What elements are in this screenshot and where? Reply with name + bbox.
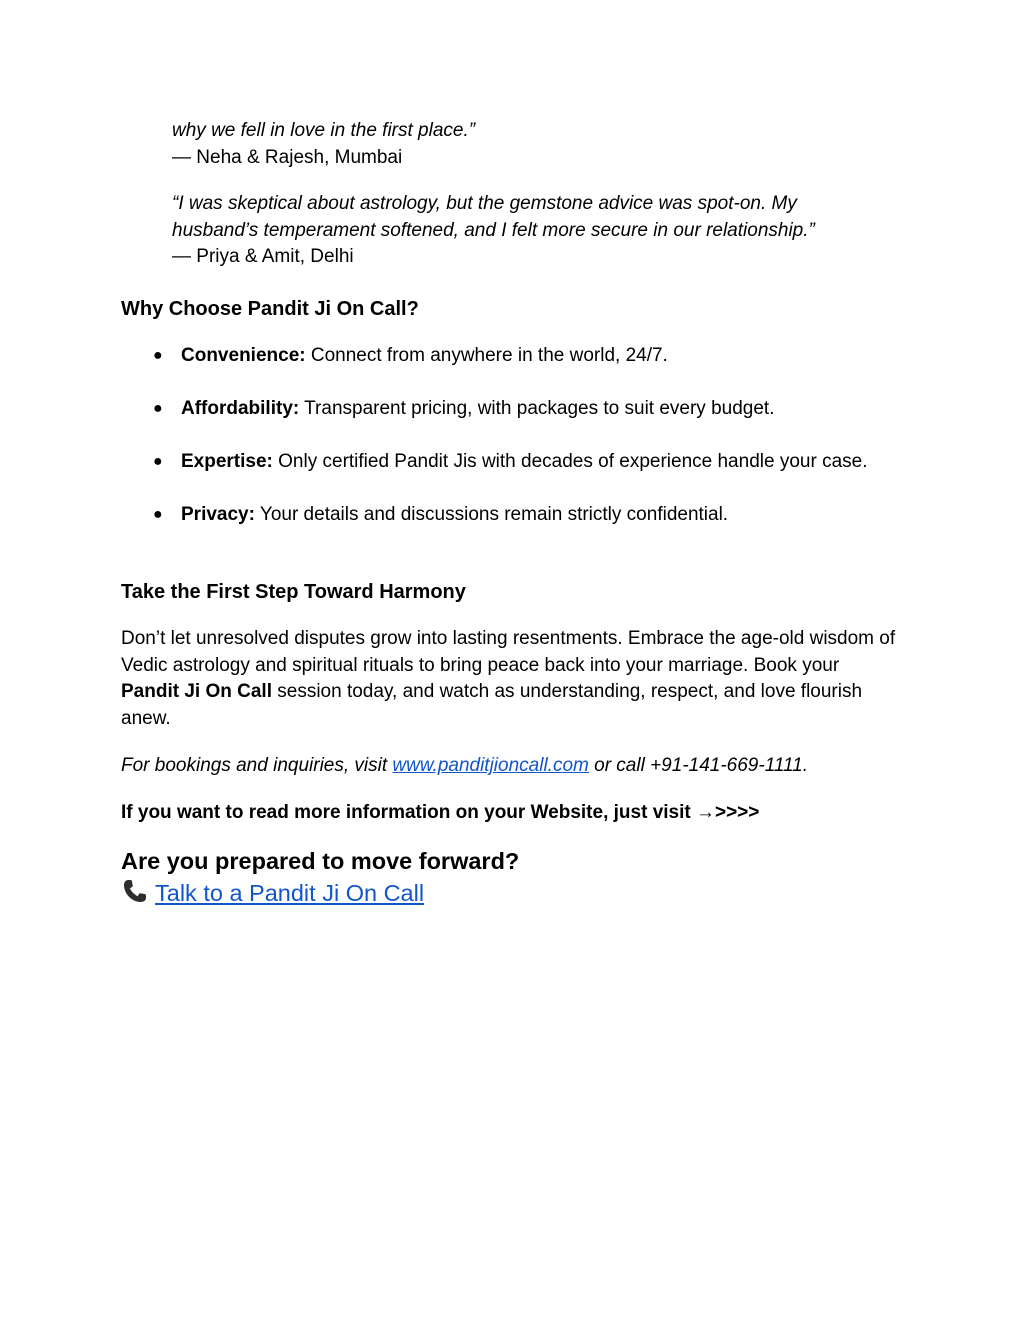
bullet-icon: ● <box>153 505 163 523</box>
testimonial-2-author: — Priya & Amit, Delhi <box>172 246 354 267</box>
benefit-label: Privacy: <box>181 503 255 525</box>
contact-prefix: For bookings and inquiries, visit <box>121 755 393 776</box>
talk-to-pandit-link[interactable]: Talk to a Pandit Ji On Call <box>155 880 425 906</box>
first-step-body <box>121 626 901 732</box>
benefit-label: Affordability: <box>181 397 300 419</box>
cta-line <box>121 877 901 909</box>
body-text: Don’t let unresolved disputes grow into lasting resentments. Embrace the age-old wisdom of Vedic astrology and spiritual rituals to bring peace back into your marriage. Book your <box>121 628 896 676</box>
bullet-icon: ● <box>153 346 163 364</box>
benefits-list <box>121 343 901 529</box>
benefit-text: Your details and discussions remain strictly confidential. <box>254 503 729 525</box>
body-text: session today, and watch as understanding, respect, and love flourish anew. <box>121 681 863 729</box>
testimonial-1-author: — Neha & Rajesh, Mumbai <box>172 146 403 168</box>
document-page <box>121 118 901 909</box>
first-step-heading: Take the First Step Toward Harmony <box>121 581 466 603</box>
phone-icon <box>121 877 149 905</box>
list-item <box>121 343 901 370</box>
list-item <box>121 449 901 476</box>
website-link[interactable]: www.panditjioncall.com <box>392 755 589 776</box>
list-item <box>121 396 901 423</box>
why-choose-heading: Why Choose Pandit Ji On Call? <box>121 297 419 320</box>
cta-heading: Are you prepared to move forward? <box>121 848 520 874</box>
benefit-label: Convenience: <box>181 344 306 366</box>
benefit-label: Expertise: <box>181 450 273 472</box>
list-item <box>121 502 901 529</box>
bullet-icon: ● <box>153 399 163 417</box>
brand-name: Pandit Ji On Call <box>121 681 272 702</box>
testimonial-1-quote: why we fell in love in the first place.” <box>172 120 476 141</box>
bullet-icon: ● <box>153 452 163 470</box>
benefit-text: Connect from anywhere in the world, 24/7. <box>305 344 668 366</box>
testimonial-2-quote-line-1: “I was skeptical about astrology, but the gemstone advice was spot-on. My <box>172 193 797 214</box>
benefit-text: Only certified Pandit Jis with decades of experience handle your case. <box>272 450 868 472</box>
more-info-line: If you want to read more information on your Website, just visit →>>>> <box>121 801 760 823</box>
contact-suffix: or call +91-141-669-1111. <box>588 755 809 776</box>
testimonial-2-quote-line-2: husband’s temperament softened, and I felt more secure in our relationship.” <box>172 219 815 241</box>
contact-line <box>121 753 901 780</box>
benefit-text: Transparent pricing, with packages to suit every budget. <box>299 397 775 419</box>
